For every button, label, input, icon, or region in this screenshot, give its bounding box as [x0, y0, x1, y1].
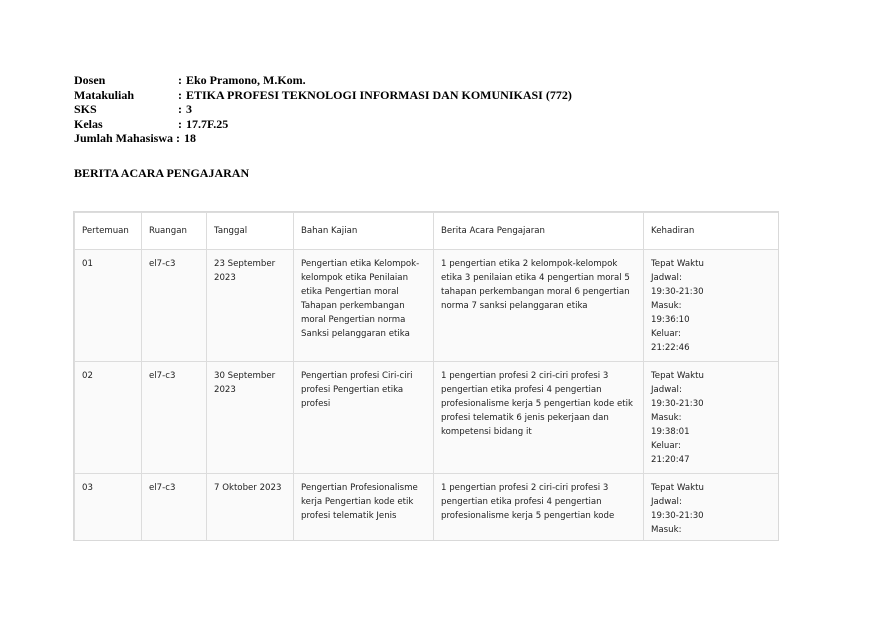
info-separator: : [178, 73, 182, 87]
info-row-dosen [74, 73, 572, 88]
info-label-matakuliah: Matakuliah [74, 87, 135, 102]
cell-kehadiran [644, 362, 779, 474]
cell-berita-acara: 1 pengertian etika 2 kelompok-kelompok etika 3 penilaian etika 4 pengertian moral 5 tahapan perkembangan moral 6 pengertian norma 7 sanksi pelanggaran etika [434, 250, 644, 362]
teaching-record-table-container [73, 211, 779, 541]
info-value-dosen: Eko Pramono, M.Kom. [186, 73, 306, 87]
cell-pertemuan: 03 [75, 474, 142, 542]
cell-ruangan: el7-c3 [142, 474, 207, 542]
info-separator: : [178, 116, 182, 131]
cell-bahan-kajian: Pengertian profesi Ciri-ciri profesi Pengertian etika profesi [294, 362, 434, 474]
course-info [74, 73, 572, 146]
table-row [75, 474, 779, 542]
info-row-jumlah [74, 131, 572, 146]
cell-pertemuan: 02 [75, 362, 142, 474]
info-label-dosen: Dosen [74, 73, 106, 87]
column-header-bahan-kajian: Bahan Kajian [294, 213, 434, 250]
kehadiran-jadwal: 19:30-21:30 [651, 287, 704, 297]
kehadiran-masuk-label: Masuk: [651, 413, 682, 423]
kehadiran-status: Tepat Waktu [651, 259, 704, 269]
kehadiran-jadwal-label: Jadwal: [651, 497, 682, 507]
kehadiran-keluar-label: Keluar: [651, 329, 681, 339]
kehadiran-masuk-label: Masuk: [651, 525, 682, 535]
kehadiran-keluar: 21:20:47 [651, 455, 690, 465]
cell-tanggal: 30 September 2023 [207, 362, 294, 474]
cell-ruangan: el7-c3 [142, 250, 207, 362]
info-separator: : [178, 87, 182, 102]
cell-ruangan: el7-c3 [142, 362, 207, 474]
cell-bahan-kajian: Pengertian Profesionalisme kerja Pengertian kode etik profesi telematik Jenis [294, 474, 434, 542]
kehadiran-status: Tepat Waktu [651, 483, 704, 493]
info-separator: : [178, 102, 182, 117]
kehadiran-jadwal-label: Jadwal: [651, 385, 682, 395]
kehadiran-keluar-label: Keluar: [651, 441, 681, 451]
kehadiran-keluar: 21:22:46 [651, 343, 690, 353]
info-value-matakuliah: ETIKA PROFESI TEKNOLOGI INFORMASI DAN KOMUNIKASI (772) [186, 87, 572, 102]
column-header-pertemuan: Pertemuan [75, 213, 142, 250]
cell-kehadiran [644, 250, 779, 362]
info-value-jumlah: 18 [184, 131, 197, 146]
kehadiran-jadwal: 19:30-21:30 [651, 399, 704, 409]
cell-tanggal: 23 September 2023 [207, 250, 294, 362]
column-header-berita-acara: Berita Acara Pengajaran [434, 213, 644, 250]
cell-pertemuan: 01 [75, 250, 142, 362]
kehadiran-masuk-label: Masuk: [651, 301, 682, 311]
column-header-tanggal: Tanggal [207, 213, 294, 250]
cell-kehadiran [644, 474, 779, 542]
kehadiran-masuk: 19:38:01 [651, 427, 690, 437]
info-row-kelas [74, 117, 572, 132]
kehadiran-jadwal: 19:30-21:30 [651, 511, 704, 521]
kehadiran-status: Tepat Waktu [651, 371, 704, 381]
table-row [75, 250, 779, 362]
table-row [75, 362, 779, 474]
column-header-kehadiran: Kehadiran [644, 213, 779, 250]
info-row-matakuliah [74, 88, 572, 103]
teaching-record-table [74, 212, 779, 541]
cell-tanggal: 7 Oktober 2023 [207, 474, 294, 542]
info-value-sks: 3 [186, 102, 192, 117]
info-value-kelas: 17.7F.25 [186, 116, 229, 131]
info-label-jumlah: Jumlah Mahasiswa [74, 131, 174, 146]
page-title: BERITA ACARA PENGAJARAN [74, 166, 250, 180]
cell-berita-acara: 1 pengertian profesi 2 ciri-ciri profesi 3 pengertian etika profesi 4 pengertian profesionalisme kerja 5 pengertian kode [434, 474, 644, 542]
kehadiran-jadwal-label: Jadwal: [651, 273, 682, 283]
column-header-ruangan: Ruangan [142, 213, 207, 250]
info-label-sks: SKS [74, 102, 97, 117]
info-label-kelas: Kelas [74, 116, 103, 131]
table-header-row [75, 213, 779, 250]
info-row-sks [74, 102, 572, 117]
info-separator: : [173, 131, 181, 146]
cell-berita-acara: 1 pengertian profesi 2 ciri-ciri profesi 3 pengertian etika profesi 4 pengertian profesionalisme kerja 5 pengertian kode etik profesi telematik 6 jenis pekerjaan dan kompetensi bidang it [434, 362, 644, 474]
cell-bahan-kajian: Pengertian etika Kelompok-kelompok etika Penilaian etika Pengertian moral Tahapan perkembangan moral Pengertian norma Sanksi pelanggaran etika [294, 250, 434, 362]
kehadiran-masuk: 19:36:10 [651, 315, 690, 325]
